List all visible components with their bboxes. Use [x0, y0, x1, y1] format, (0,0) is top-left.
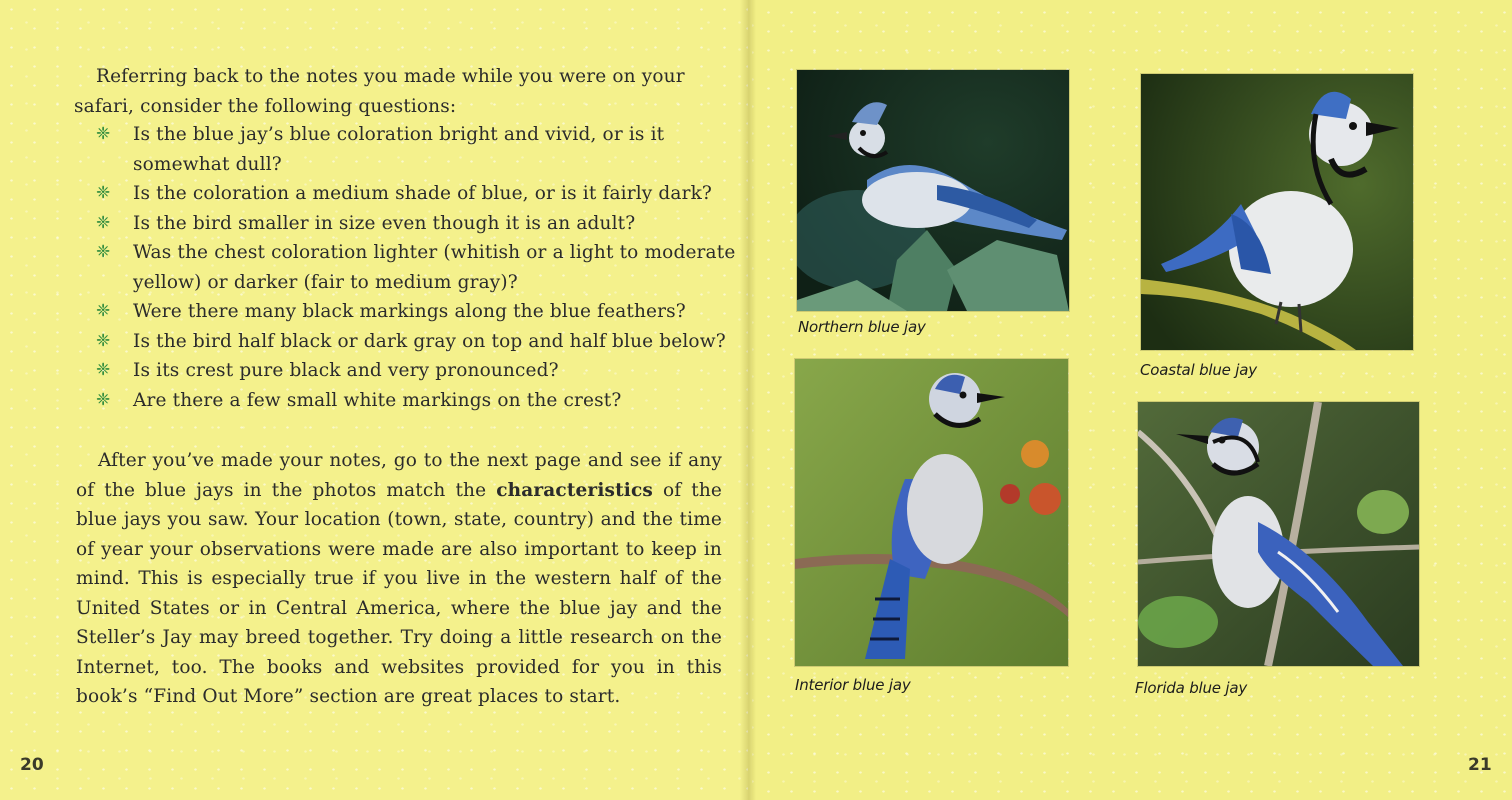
list-item	[96, 327, 736, 357]
question-text: Is the coloration a medium shade of blue, or is it fairly dark?	[133, 183, 712, 204]
blue-jay-photo-icon	[1141, 74, 1413, 350]
flower-bullet-icon: ❈	[96, 301, 111, 321]
list-item	[96, 386, 736, 416]
question-text: Is the bird smaller in size even though it is an adult?	[133, 212, 636, 234]
question-text: Were there many black markings along the blue feathers?	[133, 301, 686, 322]
photo-caption: Florida blue jay	[1135, 679, 1248, 697]
interior-blue-jay-photo	[795, 359, 1068, 666]
flower-bullet-icon: ❈	[96, 389, 111, 410]
blue-jay-photo-icon	[1138, 402, 1419, 666]
list-item	[96, 356, 736, 386]
page-number-left: 20	[20, 755, 44, 775]
flower-bullet-icon: ❈	[96, 124, 111, 144]
flower-bullet-icon: ❈	[96, 242, 111, 262]
page-number-right: 21	[1468, 755, 1492, 775]
list-item	[96, 297, 736, 327]
northern-blue-jay-photo	[797, 70, 1069, 311]
paragraph-text: After you’ve made your notes, go to the next page and see if any of the blue jays in the photos match the	[76, 450, 722, 501]
photo-caption: Northern blue jay	[798, 318, 926, 336]
photo-caption: Coastal blue jay	[1140, 361, 1257, 379]
paragraph-text: of the blue jays you saw. Your location (town, state, country) and the time of year your observations were made are also important to keep in mind. This is especially true if you live in the western half of the United States or in Central America, where the blue jay and the Steller’s Jay may breed together. Try doing a little research on the Internet, too. The books and websites provided for you in this book’s “Find Out More” section are great places to start.	[76, 479, 722, 707]
intro-paragraph: Referring back to the notes you made while you were on your safari, consider the following questions:	[74, 66, 685, 117]
question-text: Is its crest pure black and very pronounced?	[133, 360, 559, 381]
blue-jay-photo-icon	[795, 359, 1068, 666]
photo-caption: Interior blue jay	[795, 676, 911, 694]
question-text: Is the blue jay’s blue coloration bright and vivid, or is it somewhat dull?	[133, 124, 665, 175]
question-text: Was the chest coloration lighter (whitish or a light to moderate yellow) or darker (fair to medium gray)?	[133, 242, 736, 293]
question-list	[96, 120, 736, 415]
coastal-blue-jay-photo	[1141, 74, 1413, 350]
bold-term: characteristics	[496, 479, 653, 501]
blue-jay-photo-icon	[797, 70, 1069, 311]
flower-bullet-icon: ❈	[96, 212, 111, 233]
flower-bullet-icon: ❈	[96, 183, 111, 203]
flower-bullet-icon: ❈	[96, 360, 111, 380]
question-text: Is the bird half black or dark gray on top and half blue below?	[133, 330, 726, 352]
list-item	[96, 209, 736, 239]
florida-blue-jay-photo	[1138, 402, 1419, 666]
list-item	[96, 238, 736, 297]
flower-bullet-icon: ❈	[96, 330, 111, 351]
list-item	[96, 120, 736, 179]
question-text: Are there a few small white markings on the crest?	[133, 389, 622, 411]
instructions-paragraph	[76, 446, 722, 712]
list-item	[96, 179, 736, 209]
book-gutter	[740, 0, 756, 800]
